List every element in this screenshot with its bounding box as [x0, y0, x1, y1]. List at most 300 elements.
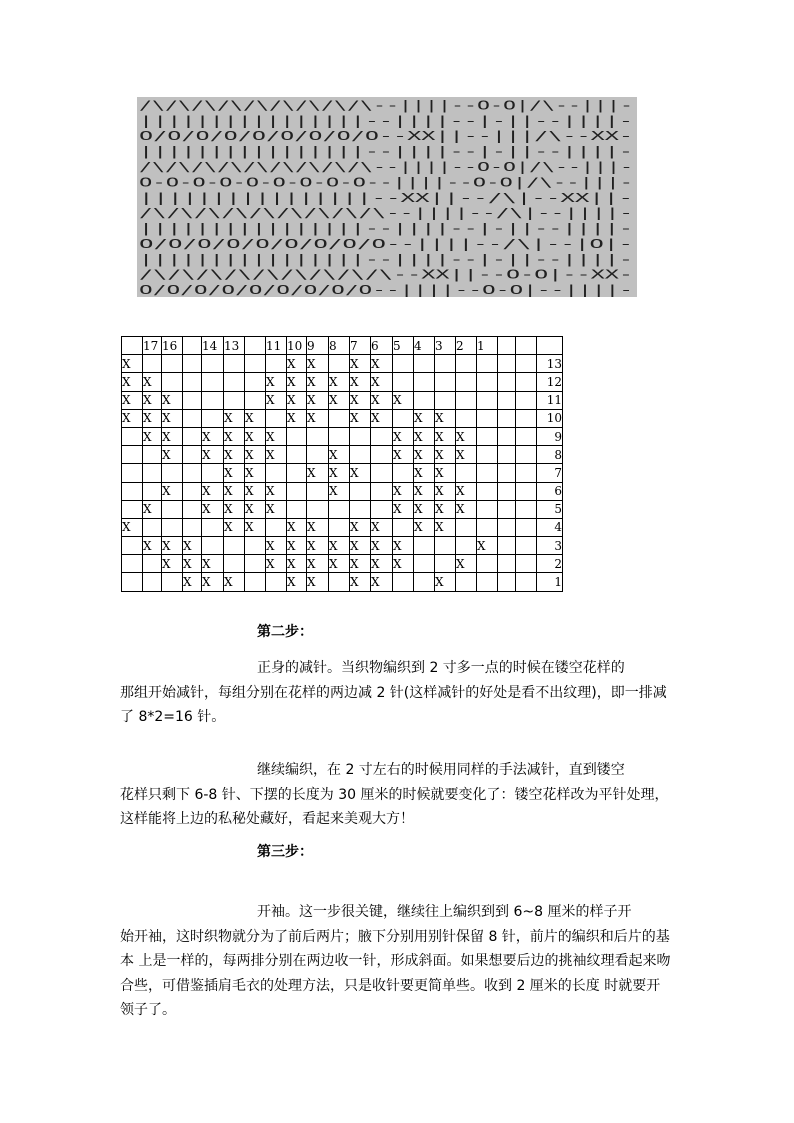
grid-cell [371, 446, 393, 464]
grid-cell [477, 355, 498, 373]
grid-cell [371, 482, 393, 500]
grid-cell [477, 373, 498, 391]
grid-cell-mark: X [456, 500, 477, 518]
grid-cell-mark: X [435, 500, 456, 518]
grid-cell-mark: X [162, 482, 183, 500]
grid-row [122, 482, 563, 500]
grid-cell-mark: X [245, 409, 266, 427]
grid-cell [516, 373, 537, 391]
grid-cell-mark: X [435, 446, 456, 464]
grid-cell-mark: X [224, 427, 245, 445]
grid-cell [371, 500, 393, 518]
grid-column-number [537, 337, 563, 355]
grid-cell-mark: X [414, 427, 435, 445]
grid-cell [122, 555, 143, 573]
grid-cell [498, 500, 516, 518]
grid-cell-mark: X [287, 355, 307, 373]
grid-header-row [122, 337, 563, 355]
grid-cell-mark: X [202, 446, 224, 464]
grid-cell [329, 573, 350, 591]
grid-cell-mark: X [245, 464, 266, 482]
grid-cell-mark: X [435, 464, 456, 482]
grid-cell-mark: X [477, 537, 498, 555]
knit-symbol-row: ||||||||||||||||--XX||--/\|--XX||- [139, 190, 633, 205]
grid-row-number: 3 [537, 537, 563, 555]
grid-cell-mark: X [350, 373, 371, 391]
grid-cell [266, 518, 287, 536]
grid-cell-mark: X [224, 409, 245, 427]
grid-cell-mark: X [307, 537, 329, 555]
grid-cell-mark: X [393, 427, 414, 445]
grid-column-number: 4 [414, 337, 435, 355]
grid-cell-mark: X [287, 373, 307, 391]
grid-cell [516, 355, 537, 373]
grid-column-number [122, 337, 143, 355]
grid-row [122, 391, 563, 409]
grid-cell [143, 573, 162, 591]
grid-cell-mark: X [350, 391, 371, 409]
grid-cell [143, 555, 162, 573]
grid-cell-mark: X [307, 373, 329, 391]
grid-cell [498, 373, 516, 391]
grid-cell-mark: X [122, 518, 143, 536]
grid-row-number: 4 [537, 518, 563, 536]
grid-cell [414, 355, 435, 373]
grid-cell [287, 464, 307, 482]
grid-cell [245, 373, 266, 391]
grid-column-number: 10 [287, 337, 307, 355]
grid-cell [202, 391, 224, 409]
grid-cell [516, 446, 537, 464]
grid-cell-mark: X [245, 482, 266, 500]
grid-cell [435, 391, 456, 409]
grid-row [122, 555, 563, 573]
grid-row [122, 409, 563, 427]
grid-cell-mark: X [307, 518, 329, 536]
grid-cell [202, 355, 224, 373]
grid-cell [162, 373, 183, 391]
grid-cell-mark: X [122, 355, 143, 373]
grid-cell-mark: X [435, 482, 456, 500]
grid-cell-mark: X [143, 373, 162, 391]
grid-cell-mark: X [307, 409, 329, 427]
step2-paragraph-2 [120, 758, 673, 832]
grid-cell [287, 500, 307, 518]
grid-cell-mark: X [435, 518, 456, 536]
grid-cell [202, 537, 224, 555]
grid-column-number: 6 [371, 337, 393, 355]
grid-cell-mark: X [287, 518, 307, 536]
grid-cell [224, 355, 245, 373]
grid-cell [183, 518, 202, 536]
grid-cell-mark: X [202, 427, 224, 445]
knit-symbol-row: /\/\/\/\/\/\/\/\/\--||||--O-O|/\--|||- [139, 160, 633, 174]
grid-cell [122, 427, 143, 445]
grid-row [122, 464, 563, 482]
grid-row-number: 5 [537, 500, 563, 518]
grid-cell [498, 464, 516, 482]
grid-cell-mark: X [162, 427, 183, 445]
grid-cell [245, 391, 266, 409]
grid-cell-mark: X [266, 373, 287, 391]
grid-cell [435, 537, 456, 555]
step2-p1-rest: 那组开始减针，每组分别在花样的两边减 2 针(这样减针的好处是看不出纹理)，即一排减了 8*2=16 针。 [120, 684, 667, 725]
grid-cell-mark: X [122, 373, 143, 391]
decrease-chart-grid [121, 336, 563, 592]
grid-cell [477, 518, 498, 536]
grid-cell [266, 355, 287, 373]
grid-cell-mark: X [162, 537, 183, 555]
grid-cell [516, 482, 537, 500]
knit-symbol-row: O/O/O/O/O/O/O/O/O--XX||--|||/\--XX- [139, 129, 633, 144]
grid-cell [498, 446, 516, 464]
grid-row-number: 12 [537, 373, 563, 391]
grid-row-number: 7 [537, 464, 563, 482]
grid-cell-mark: X [224, 500, 245, 518]
grid-cell-mark: X [266, 500, 287, 518]
grid-cell-mark: X [371, 355, 393, 373]
grid-column-number [245, 337, 266, 355]
grid-cell [516, 391, 537, 409]
grid-cell [183, 409, 202, 427]
grid-cell [224, 391, 245, 409]
grid-column-number [516, 337, 537, 355]
grid-cell-mark: X [202, 573, 224, 591]
grid-cell-mark: X [162, 555, 183, 573]
grid-cell-mark: X [414, 409, 435, 427]
grid-cell-mark: X [183, 537, 202, 555]
grid-cell-mark: X [350, 464, 371, 482]
knit-symbol-row: /\/\/\/\/\/\/\/\/\--XX||--O-O|--XX- [139, 267, 633, 282]
grid-cell [477, 446, 498, 464]
grid-cell-mark: X [307, 555, 329, 573]
grid-cell [516, 464, 537, 482]
grid-row-number: 8 [537, 446, 563, 464]
grid-cell-mark: X [414, 464, 435, 482]
grid-cell [456, 573, 477, 591]
grid-cell [393, 518, 414, 536]
knit-symbol-row: /\/\/\/\/\/\/\/\/\--||||--O-O|/\--|||- [139, 98, 633, 113]
grid-cell [307, 446, 329, 464]
grid-cell-mark: X [393, 482, 414, 500]
grid-cell-mark: X [287, 537, 307, 555]
grid-cell [162, 355, 183, 373]
grid-cell [183, 355, 202, 373]
grid-cell [498, 537, 516, 555]
grid-cell [307, 482, 329, 500]
grid-cell-mark: X [371, 555, 393, 573]
grid-row [122, 355, 563, 373]
step2-title: 第二步： [257, 624, 313, 640]
grid-cell-mark: X [224, 573, 245, 591]
grid-cell-mark: X [287, 391, 307, 409]
grid-row-number: 13 [537, 355, 563, 373]
grid-column-number: 7 [350, 337, 371, 355]
grid-cell [350, 427, 371, 445]
grid-cell-mark: X [371, 391, 393, 409]
grid-column-number: 9 [307, 337, 329, 355]
grid-cell-mark: X [350, 555, 371, 573]
grid-cell [287, 482, 307, 500]
grid-cell [435, 373, 456, 391]
grid-cell-mark: X [307, 355, 329, 373]
knit-symbol-row: O/O/O/O/O/O/O/O/O--||||--/\|--|O|- [139, 236, 633, 251]
grid-cell [414, 391, 435, 409]
step3-p1-rest: 始开袖，这时织物就分为了前后两片；腋下分别用别针保留 8 针，前片的编织和后片的基本 上是一样的，每两排分别在两边收一针，形成斜面。如果想要后边的挑袖纹理看起来吻合些，可借鉴插肩毛衣的处理方法，只是收针要更简单些。收到 2 厘米的长度 时就要开领子了。 [120, 928, 671, 1018]
grid-cell [350, 500, 371, 518]
grid-cell-mark: X [307, 391, 329, 409]
grid-cell [498, 555, 516, 573]
knitting-symbol-chart [137, 97, 637, 297]
grid-cell [350, 482, 371, 500]
grid-cell [245, 537, 266, 555]
grid-cell-mark: X [287, 573, 307, 591]
grid-cell [245, 355, 266, 373]
grid-cell-mark: X [435, 409, 456, 427]
grid-cell-mark: X [143, 537, 162, 555]
grid-cell-mark: X [329, 391, 350, 409]
grid-cell-mark: X [162, 446, 183, 464]
grid-cell-mark: X [202, 500, 224, 518]
grid-cell-mark: X [350, 518, 371, 536]
grid-cell-mark: X [224, 446, 245, 464]
grid-column-number: 14 [202, 337, 224, 355]
grid-cell [393, 373, 414, 391]
knit-symbol-row: ||||||||||||||||--||||--|-||--||||- [139, 113, 633, 128]
grid-cell [143, 355, 162, 373]
grid-cell [516, 555, 537, 573]
grid-cell [498, 427, 516, 445]
grid-row [122, 537, 563, 555]
grid-cell [477, 391, 498, 409]
grid-row-number: 11 [537, 391, 563, 409]
grid-cell-mark: X [350, 409, 371, 427]
grid-cell [456, 537, 477, 555]
grid-cell [183, 373, 202, 391]
grid-cell [122, 446, 143, 464]
grid-cell [456, 355, 477, 373]
grid-cell-mark: X [414, 482, 435, 500]
grid-cell [477, 500, 498, 518]
grid-cell-mark: X [350, 537, 371, 555]
step3-paragraph-1 [120, 900, 673, 1023]
grid-cell [516, 500, 537, 518]
grid-row [122, 500, 563, 518]
knit-symbol-row: /\/\/\/\/\/\/\/\/\--||||--/\|--||||- [139, 206, 633, 221]
grid-column-number: 13 [224, 337, 245, 355]
grid-cell [122, 537, 143, 555]
grid-cell [245, 555, 266, 573]
grid-cell-mark: X [245, 446, 266, 464]
grid-cell [287, 446, 307, 464]
grid-cell-mark: X [371, 409, 393, 427]
grid-cell [393, 355, 414, 373]
step3-p1-line1: 开袖。这一步很关键，继续往上编织到到 6~8 厘米的样子开 [257, 904, 632, 920]
grid-cell [414, 555, 435, 573]
step3-title: 第三步： [257, 844, 313, 860]
grid-cell [393, 409, 414, 427]
grid-cell-mark: X [202, 555, 224, 573]
grid-cell [183, 482, 202, 500]
grid-cell [393, 573, 414, 591]
grid-cell-mark: X [414, 518, 435, 536]
grid-cell [456, 409, 477, 427]
grid-cell-mark: X [245, 427, 266, 445]
grid-cell [477, 573, 498, 591]
grid-cell-mark: X [162, 409, 183, 427]
grid-column-number: 3 [435, 337, 456, 355]
grid-cell [307, 427, 329, 445]
grid-cell-mark: X [266, 537, 287, 555]
grid-row [122, 427, 563, 445]
grid-cell [245, 573, 266, 591]
grid-row [122, 446, 563, 464]
grid-column-number: 8 [329, 337, 350, 355]
grid-cell [183, 427, 202, 445]
grid-cell [122, 500, 143, 518]
grid-cell [477, 555, 498, 573]
grid-cell-mark: X [245, 500, 266, 518]
grid-cell-mark: X [329, 482, 350, 500]
grid-cell [477, 482, 498, 500]
grid-cell [456, 464, 477, 482]
grid-cell-mark: X [287, 555, 307, 573]
grid-cell-mark: X [414, 500, 435, 518]
grid-cell [202, 373, 224, 391]
grid-cell [162, 464, 183, 482]
grid-cell-mark: X [307, 464, 329, 482]
grid-cell [202, 518, 224, 536]
grid-cell-mark: X [371, 518, 393, 536]
grid-cell [456, 518, 477, 536]
grid-cell [224, 373, 245, 391]
grid-column-number [183, 337, 202, 355]
grid-cell-mark: X [329, 464, 350, 482]
grid-cell [498, 355, 516, 373]
grid-cell [143, 518, 162, 536]
grid-cell [498, 409, 516, 427]
grid-cell [329, 409, 350, 427]
grid-row-number: 2 [537, 555, 563, 573]
grid-cell [435, 555, 456, 573]
grid-column-number: 2 [456, 337, 477, 355]
grid-cell-mark: X [122, 391, 143, 409]
grid-cell [162, 518, 183, 536]
grid-cell [516, 518, 537, 536]
grid-cell-mark: X [224, 518, 245, 536]
grid-cell-mark: X [456, 482, 477, 500]
step2-p1-line1: 正身的减针。当织物编织到 2 寸多一点的时候在镂空花样的 [257, 660, 625, 676]
grid-cell [329, 500, 350, 518]
grid-cell-mark: X [143, 391, 162, 409]
grid-cell-mark: X [329, 555, 350, 573]
grid-cell-mark: X [393, 391, 414, 409]
grid-cell-mark: X [456, 555, 477, 573]
grid-cell-mark: X [224, 482, 245, 500]
grid-cell [477, 427, 498, 445]
grid-row [122, 373, 563, 391]
grid-cell [516, 537, 537, 555]
grid-cell [477, 409, 498, 427]
grid-cell [122, 573, 143, 591]
grid-cell [371, 464, 393, 482]
grid-column-number: 17 [143, 337, 162, 355]
grid-cell [143, 464, 162, 482]
grid-cell-mark: X [224, 464, 245, 482]
grid-cell [183, 391, 202, 409]
grid-cell [516, 409, 537, 427]
grid-cell [498, 482, 516, 500]
grid-cell-mark: X [435, 427, 456, 445]
grid-column-number [498, 337, 516, 355]
grid-cell [183, 464, 202, 482]
grid-column-number: 1 [477, 337, 498, 355]
grid-cell-mark: X [143, 409, 162, 427]
grid-cell [329, 355, 350, 373]
grid-row-number: 6 [537, 482, 563, 500]
grid-cell [307, 500, 329, 518]
grid-row [122, 518, 563, 536]
grid-cell [393, 464, 414, 482]
grid-cell [183, 446, 202, 464]
grid-cell-mark: X [266, 446, 287, 464]
grid-row-number: 1 [537, 573, 563, 591]
grid-cell-mark: X [287, 409, 307, 427]
grid-cell-mark: X [371, 573, 393, 591]
grid-cell [456, 373, 477, 391]
grid-cell-mark: X [329, 537, 350, 555]
grid-cell [162, 573, 183, 591]
grid-cell [350, 446, 371, 464]
grid-cell-mark: X [143, 500, 162, 518]
grid-cell [329, 427, 350, 445]
grid-cell [122, 464, 143, 482]
grid-cell [456, 391, 477, 409]
grid-cell-mark: X [266, 555, 287, 573]
grid-cell [202, 409, 224, 427]
grid-cell [122, 482, 143, 500]
grid-cell-mark: X [393, 555, 414, 573]
grid-cell [414, 537, 435, 555]
grid-cell-mark: X [202, 482, 224, 500]
grid-cell [498, 573, 516, 591]
grid-cell-mark: X [183, 573, 202, 591]
grid-cell-mark: X [122, 409, 143, 427]
knit-symbol-row: ||||||||||||||||--||||--|-||--||||- [139, 144, 633, 159]
grid-cell [516, 427, 537, 445]
step2-p2-rest: 花样只剩下 6-8 针、下摆的长度为 30 厘米的时候就要变化了：镂空花样改为平针处理，这样能将上边的私秘处藏好，看起来美观大方！ [120, 786, 669, 827]
grid-cell-mark: X [371, 537, 393, 555]
grid-cell-mark: X [371, 373, 393, 391]
grid-cell-mark: X [350, 355, 371, 373]
grid-cell [143, 446, 162, 464]
grid-cell [414, 573, 435, 591]
grid-cell [162, 500, 183, 518]
grid-column-number: 11 [266, 337, 287, 355]
grid-cell [266, 573, 287, 591]
grid-cell [224, 555, 245, 573]
grid-cell-mark: X [307, 573, 329, 591]
grid-cell-mark: X [435, 573, 456, 591]
grid-cell-mark: X [143, 427, 162, 445]
step2-p2-line1: 继续编织，在 2 寸左右的时候用同样的手法减针，直到镂空 [257, 762, 625, 778]
grid-cell-mark: X [329, 446, 350, 464]
grid-cell-mark: X [266, 427, 287, 445]
grid-cell-mark: X [456, 446, 477, 464]
grid-cell [477, 464, 498, 482]
knit-symbol-row: O-O-O-O-O-O-O-O-O--||||--O-O|/\--|||- [139, 175, 633, 190]
grid-cell-mark: X [245, 518, 266, 536]
